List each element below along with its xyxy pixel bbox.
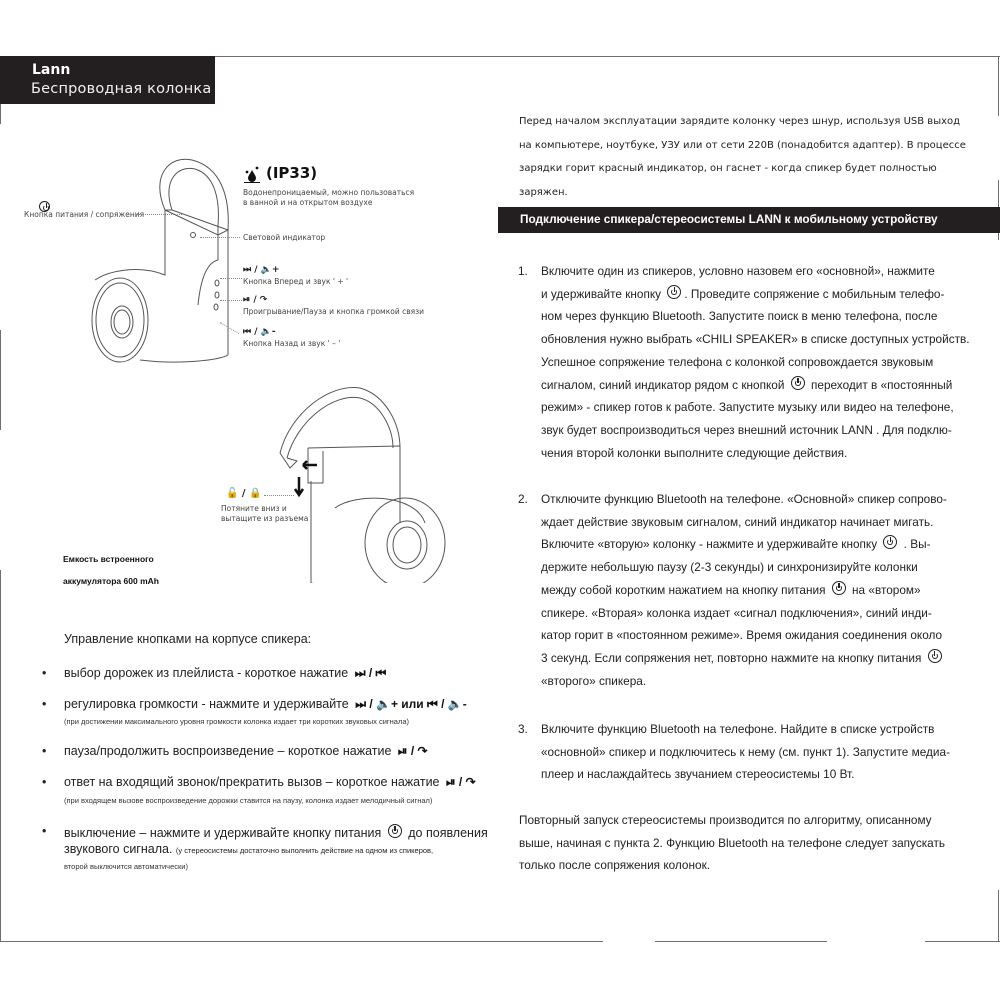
step-line: катор горит в «постоянном режиме». Время ожидания соединения около bbox=[541, 628, 943, 643]
back-label: Кнопка Назад и звук ' – ' bbox=[243, 339, 341, 348]
control-text: ответ на входящий звонок/прекратить вызов – короткое нажатие bbox=[64, 775, 440, 789]
play-pause-call-icons: ⏯ / ↷ bbox=[446, 775, 476, 789]
step-number: 2. bbox=[518, 492, 528, 506]
frame-bottom-2 bbox=[655, 941, 827, 942]
strap-instruction-2: вытащите из разъема bbox=[221, 514, 309, 523]
step-3 bbox=[541, 718, 950, 786]
step-number: 1. bbox=[518, 264, 528, 278]
power-icon bbox=[928, 649, 942, 663]
water-drops-icon bbox=[244, 165, 260, 183]
brand-name: Lann bbox=[32, 62, 71, 78]
control-item-pause bbox=[64, 744, 431, 759]
step-line: и удерживайте кнопку . Проведите сопряжение с мобильным телефо- bbox=[541, 286, 945, 301]
control-item-track bbox=[64, 666, 389, 681]
control-text: выключение – нажмите и удерживайте кнопку питания bbox=[64, 826, 382, 840]
step-line: Включите «вторую» колонку - нажмите и удерживайте кнопку . Вы- bbox=[541, 537, 931, 552]
step-1 bbox=[541, 260, 970, 464]
battery-capacity-1: Емкость встроенного bbox=[63, 554, 154, 564]
step-line: чения второй колонки выполните следующие действия. bbox=[541, 445, 848, 460]
bullet: • bbox=[42, 666, 47, 680]
intro-line: Перед началом эксплуатации зарядите колонку через шнур, используя USB выход bbox=[519, 116, 961, 127]
frame-bottom-1 bbox=[0, 941, 603, 942]
step-line: Включите функцию Bluetooth на телефоне. Найдите в списке устройств bbox=[541, 722, 935, 736]
play-leader-line bbox=[220, 300, 242, 301]
outro-line: только после сопряжения колонок. bbox=[519, 858, 711, 873]
play-pause-call-icon: ⏯ / ↷ bbox=[243, 295, 268, 305]
step-line: спикере. «Вторая» колонка издает «сигнал подключения», синий инди- bbox=[541, 605, 932, 620]
power-icon bbox=[832, 581, 846, 595]
play-pause-call-icons: ⏯ / ↷ bbox=[397, 744, 428, 758]
control-note: (при достижении максимального уровня громкости колонка издает три коротких звуковых сигнала) bbox=[64, 717, 410, 726]
product-title: Беспроводная колонка bbox=[31, 81, 212, 97]
bullet: • bbox=[42, 697, 47, 711]
frame-top bbox=[215, 56, 1000, 57]
step-number: 3. bbox=[518, 722, 528, 736]
step-line: режим» - спикер готов к работе. Запустите музыку или видео на телефоне, bbox=[541, 400, 954, 415]
outro-line: Повторный запуск стереосистемы производится по алгоритму, описанному bbox=[519, 813, 932, 827]
restart-note bbox=[519, 809, 945, 877]
frame-left-1 bbox=[0, 104, 1, 124]
ip-rating: (IP33) bbox=[266, 164, 318, 182]
power-icon bbox=[388, 824, 402, 838]
control-note: (при входящем вызове воспроизведение дорожки ставится на паузу, колонка издает мелодичный сигнал) bbox=[64, 796, 433, 805]
power-icon bbox=[791, 376, 805, 390]
control-item-volume bbox=[64, 697, 470, 712]
step-line: 3 секунд. Если сопряжения нет, повторно нажмите на кнопку питания bbox=[541, 647, 947, 670]
frame-right-bottom bbox=[998, 890, 999, 942]
charging-intro bbox=[519, 110, 979, 204]
waterproof-text-2: в ванной и на открытом воздухе bbox=[243, 198, 373, 207]
bullet: • bbox=[42, 824, 47, 838]
frame-right-upper bbox=[998, 56, 999, 116]
step-line: обновления нужно выбрать «CHILI SPEAKER» в списке доступных устройств. bbox=[541, 332, 970, 347]
control-text: звукового сигнала. bbox=[64, 842, 173, 856]
bullet: • bbox=[42, 744, 47, 758]
control-text-line2 bbox=[64, 842, 433, 856]
step-line: звук будет воспроизводиться через внешний источник LANN . Для подклю- bbox=[541, 422, 952, 437]
strap-instruction-1: Потяните вниз и bbox=[221, 504, 287, 513]
control-item-call bbox=[64, 775, 479, 790]
indicator-leader-line bbox=[200, 237, 240, 238]
control-note: (у стереосистемы достаточно выполнить действие на одном из спикеров, bbox=[175, 846, 434, 855]
control-note-2: второй выключится автоматически) bbox=[64, 862, 188, 871]
forward-volume-up-icon: ⏭ / 🔈+ bbox=[243, 265, 280, 275]
power-button-label: Кнопка питания / сопряжения bbox=[24, 210, 145, 219]
power-icon bbox=[883, 535, 897, 549]
power-icon bbox=[667, 285, 681, 299]
intro-line: зарядки горит красный индикатор, он гаснет - когда спикер будет полностью заряжен. bbox=[519, 163, 937, 198]
step-line: Успешное сопряжение телефона с колонкой сопровождается звуковым bbox=[541, 354, 934, 369]
control-item-power-off bbox=[64, 824, 488, 840]
brand-header bbox=[0, 56, 215, 104]
lock-leader-line bbox=[264, 495, 294, 496]
speaker-diagram-front bbox=[80, 155, 240, 365]
bullet: • bbox=[42, 775, 47, 789]
step-line: Включите один из спикеров, условно назовем его «основной», нажмите bbox=[541, 264, 935, 278]
step-2 bbox=[541, 488, 947, 692]
back-volume-down-icon: ⏮ / 🔈- bbox=[243, 327, 276, 337]
speaker-diagram-strap bbox=[275, 383, 455, 583]
frame-bottom-3 bbox=[925, 941, 1000, 942]
frame-left-2 bbox=[0, 330, 1, 430]
lock-unlock-icon: 🔓 / 🔒 bbox=[226, 488, 262, 499]
control-text-after: до появления bbox=[408, 826, 488, 840]
step-line: Отключите функцию Bluetooth на телефоне. «Основной» спикер сопрово- bbox=[541, 492, 947, 506]
indicator-label: Световой индикатор bbox=[243, 233, 326, 242]
step-line: сигналом, синий индикатор рядом с кнопкой переходит в «постоянный bbox=[541, 377, 953, 392]
step-line: ном через функцию Bluetooth. Запустите поиск в меню телефона, после bbox=[541, 309, 938, 324]
forward-leader-line bbox=[220, 278, 242, 279]
next-prev-icons: ⏭ / ⏮ bbox=[354, 666, 387, 680]
step-line: между собой коротким нажатием на кнопку питания на «втором» bbox=[541, 582, 921, 597]
controls-title: Управление кнопками на корпусе спикера: bbox=[64, 632, 312, 646]
waterproof-text-1: Водонепроницаемый, можно пользоваться bbox=[243, 188, 415, 197]
power-leader-line bbox=[136, 214, 186, 215]
section-title: Подключение спикера/стереосистемы LANN к мобильному устройству bbox=[520, 212, 938, 226]
control-text: выбор дорожек из плейлиста - короткое нажатие bbox=[64, 666, 349, 680]
play-label: Проигрывание/Пауза и кнопка громкой связи bbox=[243, 307, 424, 316]
step-line: «основной» спикер и подключитесь к нему (см. пункт 1). Запустите медиа- bbox=[541, 744, 950, 759]
step-line: ждает действие звуковым сигналом, синий индикатор начинает мигать. bbox=[541, 514, 934, 529]
forward-label: Кнопка Вперед и звук ' + ' bbox=[243, 277, 349, 286]
control-text: пауза/продолжить воспроизведение – короткое нажатие bbox=[64, 744, 392, 758]
volume-icons: ⏭ / 🔈+ или ⏮ / 🔈- bbox=[355, 697, 467, 711]
outro-line: выше, начиная с пункта 2. Функцию Bluetooth на телефоне следует запускать bbox=[519, 835, 945, 850]
step-line: «второго» спикера. bbox=[541, 673, 647, 688]
control-text: регулировка громкости - нажмите и удерживайте bbox=[64, 697, 349, 711]
frame-left-3 bbox=[0, 570, 1, 942]
step-line: плеер и наслаждайтесь звучанием стереосистемы 10 Вт. bbox=[541, 767, 855, 782]
intro-line: на компьютере, ноутбуке, УЗУ или от сети 220В (понадобится адаптер). В процессе bbox=[519, 139, 966, 151]
battery-capacity-2: аккумулятора 600 mAh bbox=[63, 576, 159, 586]
step-line: держите небольшую паузу (2-3 секунды) и синхронизируйте колонки bbox=[541, 560, 918, 575]
section-header bbox=[498, 207, 1000, 233]
